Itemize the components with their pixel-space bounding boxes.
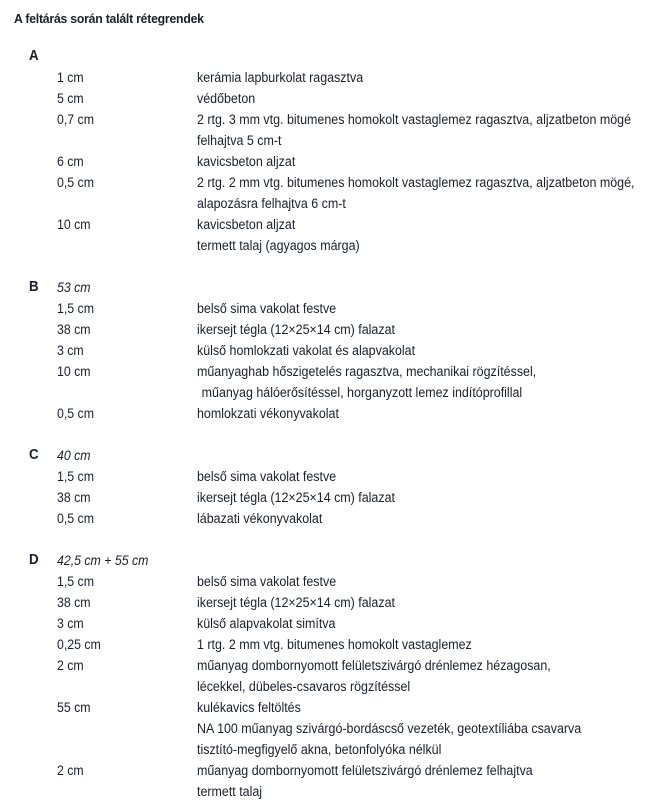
- layer-thickness: 0,7 cm: [57, 112, 94, 127]
- layer-row: [0, 571, 655, 592]
- layer-description: [197, 487, 623, 508]
- layer-row: [0, 592, 655, 613]
- layer-thickness: 10 cm: [57, 217, 91, 232]
- layer-description-line: műanyag dombornyomott felületszivárgó drénlemez hézagosan,: [197, 658, 551, 673]
- layer-description-continuation: műanyag hálóerősítéssel, horganyzott lemez indítóprofillal: [201, 385, 523, 400]
- layer-row: [0, 403, 655, 424]
- layer-section-a: [0, 46, 655, 256]
- layer-row: [0, 487, 655, 508]
- layer-description-line: ikersejt tégla (12×25×14 cm) falazat: [197, 490, 395, 505]
- layer-description: [197, 88, 623, 109]
- layer-description: [197, 235, 623, 256]
- layer-thickness: 3 cm: [57, 616, 84, 631]
- layer-description-line: termett talaj (agyagos márga): [197, 238, 360, 253]
- layer-row: [0, 340, 655, 361]
- layer-row: [0, 235, 655, 256]
- layer-description-line: kulékavics feltöltés: [197, 700, 301, 715]
- layer-row: [0, 466, 655, 487]
- layer-description-continuation: tisztító-megfigyelő akna, betonfolyóka nélkül: [197, 742, 442, 757]
- layer-sections-list: [0, 46, 655, 802]
- layer-thickness: 10 cm: [57, 364, 91, 379]
- layer-description-line: külső alapvakolat simítva: [197, 616, 336, 631]
- layer-thickness: 0,5 cm: [57, 511, 94, 526]
- layer-description-line: homlokzati vékonyvakolat: [197, 406, 339, 421]
- layer-row: [0, 67, 655, 88]
- layer-row: [0, 508, 655, 529]
- layer-thickness: 0,5 cm: [57, 175, 94, 190]
- layer-description-continuation: lécekkel, dübeles-csavaros rögzítéssel: [197, 679, 411, 694]
- layer-section-c: [0, 445, 655, 529]
- layer-row: [0, 88, 655, 109]
- layer-description-continuation: felhajtva 5 cm-t: [197, 133, 282, 148]
- layer-description-line: ikersejt tégla (12×25×14 cm) falazat: [197, 322, 395, 337]
- layer-section-b: [0, 277, 655, 424]
- layer-row: [0, 718, 655, 760]
- layer-row: [0, 151, 655, 172]
- layer-description: [197, 151, 623, 172]
- layer-description: [197, 634, 623, 655]
- layer-row: [0, 760, 655, 802]
- layer-thickness: 38 cm: [57, 322, 91, 337]
- layer-description-line: belső sima vakolat festve: [197, 469, 337, 484]
- section-letter: C: [29, 447, 39, 463]
- layer-description-line: 1 rtg. 2 mm vtg. bitumenes homokolt vastaglemez: [197, 637, 472, 652]
- layer-thickness: 0,5 cm: [57, 406, 94, 421]
- layer-section-d: [0, 550, 655, 802]
- layer-description-line: kerámia lapburkolat ragasztva: [197, 70, 364, 85]
- layer-row: [0, 172, 655, 214]
- layer-description: [197, 592, 623, 613]
- layer-description: [197, 340, 623, 361]
- layer-description: [197, 466, 623, 487]
- section-letter: A: [29, 48, 39, 64]
- layer-row: [0, 655, 655, 697]
- layer-row: [0, 361, 655, 403]
- layer-description: [197, 508, 623, 529]
- layer-description-line: lábazati vékonyvakolat: [197, 511, 323, 526]
- layer-thickness: 38 cm: [57, 490, 91, 505]
- layer-thickness: 6 cm: [57, 154, 84, 169]
- layer-description: [197, 298, 623, 319]
- page-title: A feltárás során talált rétegrendek: [14, 11, 204, 26]
- layer-description: [197, 718, 623, 760]
- layer-description: [197, 613, 623, 634]
- layer-thickness: 55 cm: [57, 700, 91, 715]
- layer-thickness: 0,25 cm: [57, 637, 101, 652]
- layer-row: [0, 613, 655, 634]
- layer-row: [0, 634, 655, 655]
- section-total-thickness: 53 cm: [57, 280, 91, 295]
- layer-thickness: 2 cm: [57, 763, 84, 778]
- layer-row: [0, 298, 655, 319]
- layer-thickness: 1,5 cm: [57, 301, 94, 316]
- layer-row: [0, 109, 655, 151]
- layer-description-line: külső homlokzati vakolat és alapvakolat: [197, 343, 416, 358]
- layer-description: [197, 571, 623, 592]
- layer-description-line: 2 rtg. 3 mm vtg. bitumenes homokolt vastaglemez ragasztva, aljzatbeton mögé: [197, 112, 632, 127]
- layer-thickness: 1 cm: [57, 70, 84, 85]
- layer-thickness: 5 cm: [57, 91, 84, 106]
- layer-description: [197, 319, 623, 340]
- layer-description-line: ikersejt tégla (12×25×14 cm) falazat: [197, 595, 395, 610]
- layer-description: [197, 403, 623, 424]
- layer-description: [197, 67, 623, 88]
- section-letter: B: [29, 279, 39, 295]
- layer-row: [0, 319, 655, 340]
- layer-row: [0, 697, 655, 718]
- layer-description: [197, 697, 623, 718]
- layer-row: [0, 214, 655, 235]
- section-header: [0, 445, 655, 466]
- layer-description: [197, 655, 623, 697]
- layer-description-line: műanyag dombornyomott felületszivárgó drénlemez felhajtva: [197, 763, 533, 778]
- layer-thickness: 2 cm: [57, 658, 84, 673]
- section-header: [0, 277, 655, 298]
- layer-description-continuation: alapozásra felhajtva 6 cm-t: [197, 196, 346, 211]
- layer-description-line: NA 100 műanyag szivárgó-bordáscső vezeték, geotextíliába csavarva: [197, 721, 582, 736]
- layer-description-line: kavicsbeton aljzat: [197, 154, 296, 169]
- layer-description-line: belső sima vakolat festve: [197, 574, 337, 589]
- section-total-thickness: 40 cm: [57, 448, 91, 463]
- section-header: [0, 550, 655, 571]
- layer-thickness: 1,5 cm: [57, 574, 94, 589]
- layer-description-line: műanyaghab hőszigetelés ragasztva, mechanikai rögzítéssel,: [197, 364, 537, 379]
- layer-thickness: 3 cm: [57, 343, 84, 358]
- section-total-thickness: 42,5 cm + 55 cm: [57, 553, 149, 568]
- layer-description-line: 2 rtg. 2 mm vtg. bitumenes homokolt vastaglemez ragasztva, aljzatbeton mögé,: [197, 175, 635, 190]
- layer-description: [197, 172, 635, 214]
- layer-thickness: 1,5 cm: [57, 469, 94, 484]
- layer-description-line: védőbeton: [197, 91, 256, 106]
- layer-description: [197, 214, 623, 235]
- section-letter: D: [29, 552, 39, 568]
- layer-description: [197, 109, 632, 151]
- layer-description-line: kavicsbeton aljzat: [197, 217, 296, 232]
- layer-description: [197, 760, 623, 802]
- layer-thickness: 38 cm: [57, 595, 91, 610]
- section-header: [0, 46, 655, 67]
- layer-description-line: belső sima vakolat festve: [197, 301, 337, 316]
- layer-description-continuation: termett talaj: [197, 784, 263, 799]
- layer-description: [197, 361, 623, 403]
